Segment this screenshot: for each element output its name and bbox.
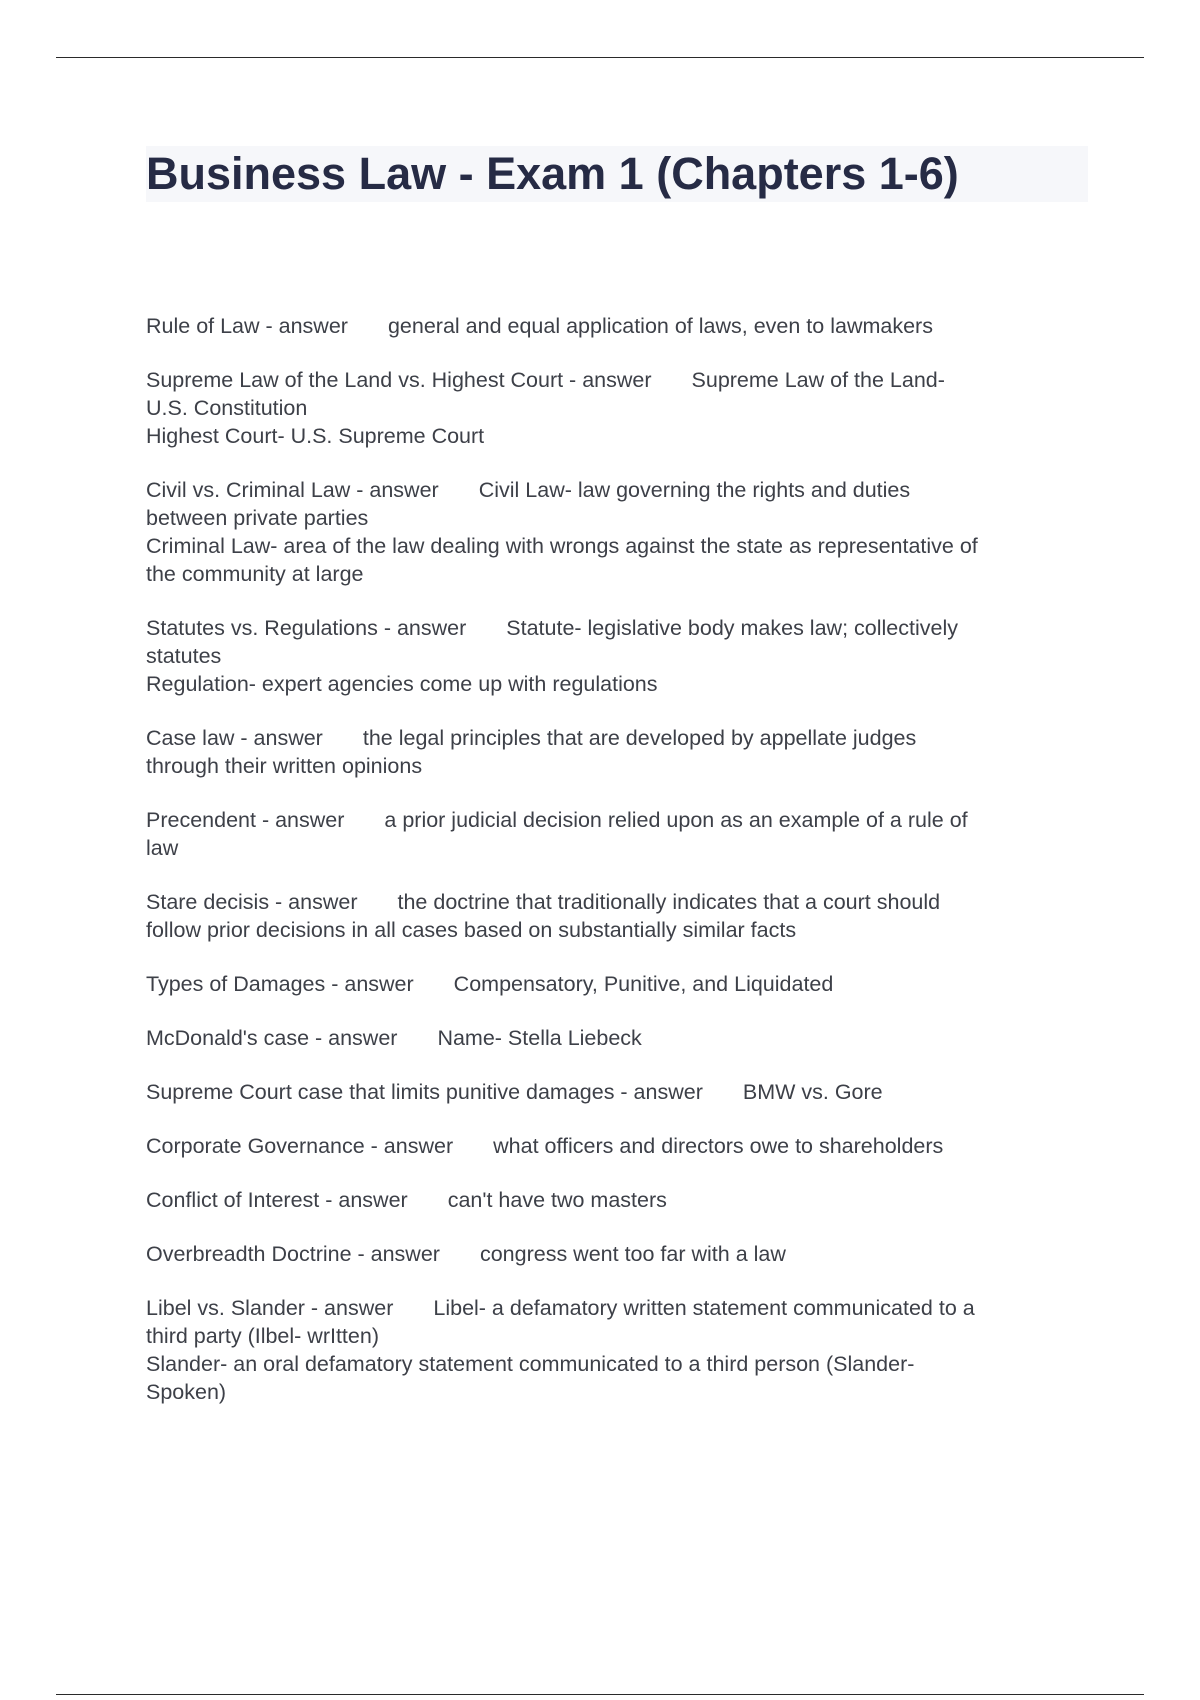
flashcard-entry — [146, 724, 1088, 780]
entry-definition: what officers and directors owe to shareholders — [493, 1134, 944, 1158]
entry-definition-line — [146, 834, 1088, 862]
entry-definition: congress went too far with a law — [479, 1242, 786, 1266]
entry-first-line — [146, 366, 1088, 394]
entry-definition: Name- Stella Liebeck — [437, 1026, 642, 1050]
entry-definition: through their written opinions — [146, 754, 423, 778]
entry-term: Precendent - answer — [146, 808, 345, 832]
entry-definition: Slander- an oral defamatory statement communicated to a third person (Slander- — [146, 1352, 915, 1376]
entry-definition-line — [146, 916, 1088, 944]
entry-definition-line — [146, 1350, 1088, 1378]
bottom-divider — [56, 1694, 1144, 1695]
flashcard-entry — [146, 970, 1088, 998]
entry-definition: Civil Law- law governing the rights and duties — [478, 478, 911, 502]
entry-definition: Criminal Law- area of the law dealing with wrongs against the state as representative of — [146, 534, 978, 558]
entry-term: Overbreadth Doctrine - answer — [146, 1242, 440, 1266]
entry-definition-line — [146, 504, 1088, 532]
flashcard-entry — [146, 366, 1088, 450]
entry-definition: Supreme Law of the Land- — [691, 368, 945, 392]
entry-term: Civil vs. Criminal Law - answer — [146, 478, 439, 502]
entry-term: McDonald's case - answer — [146, 1026, 398, 1050]
entry-first-line — [146, 1294, 1088, 1322]
entry-first-line — [146, 970, 1088, 998]
entry-term: Rule of Law - answer — [146, 314, 348, 338]
flashcard-entry — [146, 312, 1088, 340]
entry-definition: BMW vs. Gore — [742, 1080, 883, 1104]
entry-first-line — [146, 888, 1088, 916]
entry-definition-line — [146, 642, 1088, 670]
flashcard-entry — [146, 1024, 1088, 1052]
entry-first-line — [146, 312, 1088, 340]
entry-definition: Spoken) — [146, 1380, 227, 1404]
entry-definition-line — [146, 394, 1088, 422]
entry-term: Statutes vs. Regulations - answer — [146, 616, 467, 640]
entry-term: Corporate Governance - answer — [146, 1134, 454, 1158]
flashcard-entry — [146, 1240, 1088, 1268]
flashcard-entry — [146, 806, 1088, 862]
entry-definition-line — [146, 560, 1088, 588]
entry-first-line — [146, 806, 1088, 834]
entry-definition-line — [146, 1322, 1088, 1350]
entry-term: Types of Damages - answer — [146, 972, 414, 996]
entry-definition: statutes — [146, 644, 222, 668]
entry-first-line — [146, 724, 1088, 752]
entry-definition: follow prior decisions in all cases based on substantially similar facts — [146, 918, 797, 942]
flashcard-entry — [146, 1186, 1088, 1214]
entry-definition-line — [146, 532, 1088, 560]
entry-term: Libel vs. Slander - answer — [146, 1296, 394, 1320]
entry-term: Supreme Court case that limits punitive damages - answer — [146, 1080, 703, 1104]
entry-first-line — [146, 476, 1088, 504]
entry-definition: the doctrine that traditionally indicates that a court should — [397, 890, 941, 914]
entry-definition-line — [146, 670, 1088, 698]
entry-definition: the community at large — [146, 562, 364, 586]
flashcard-list — [146, 312, 1088, 1432]
flashcard-entry — [146, 1132, 1088, 1160]
entry-definition: Statute- legislative body makes law; collectively — [506, 616, 958, 640]
title-block — [146, 146, 1088, 202]
entry-first-line — [146, 1240, 1088, 1268]
entry-definition-line — [146, 422, 1088, 450]
entry-term: Case law - answer — [146, 726, 323, 750]
entry-definition-line — [146, 1378, 1088, 1406]
entry-definition: the legal principles that are developed by appellate judges — [362, 726, 917, 750]
entry-definition: a prior judicial decision relied upon as an example of a rule of — [384, 808, 968, 832]
entry-first-line — [146, 614, 1088, 642]
entry-first-line — [146, 1024, 1088, 1052]
entry-definition: can't have two masters — [447, 1188, 667, 1212]
flashcard-entry — [146, 888, 1088, 944]
entry-definition: general and equal application of laws, even to lawmakers — [387, 314, 933, 338]
entry-definition: Libel- a defamatory written statement communicated to a — [433, 1296, 975, 1320]
entry-definition: U.S. Constitution — [146, 396, 308, 420]
entry-definition: Regulation- expert agencies come up with regulations — [146, 672, 658, 696]
flashcard-entry — [146, 476, 1088, 588]
entry-definition: Highest Court- U.S. Supreme Court — [146, 424, 485, 448]
entry-definition: third party (Ilbel- wrItten) — [146, 1324, 379, 1348]
entry-definition: Compensatory, Punitive, and Liquidated — [453, 972, 834, 996]
top-divider — [56, 57, 1144, 58]
flashcard-entry — [146, 1078, 1088, 1106]
entry-first-line — [146, 1078, 1088, 1106]
entry-first-line — [146, 1132, 1088, 1160]
flashcard-entry — [146, 614, 1088, 698]
entry-term: Supreme Law of the Land vs. Highest Court - answer — [146, 368, 652, 392]
entry-first-line — [146, 1186, 1088, 1214]
flashcard-entry — [146, 1294, 1088, 1406]
entry-term: Conflict of Interest - answer — [146, 1188, 408, 1212]
entry-definition-line — [146, 752, 1088, 780]
entry-definition: between private parties — [146, 506, 369, 530]
entry-term: Stare decisis - answer — [146, 890, 358, 914]
page-title: Business Law - Exam 1 (Chapters 1-6) — [146, 148, 959, 199]
entry-definition: law — [146, 836, 179, 860]
